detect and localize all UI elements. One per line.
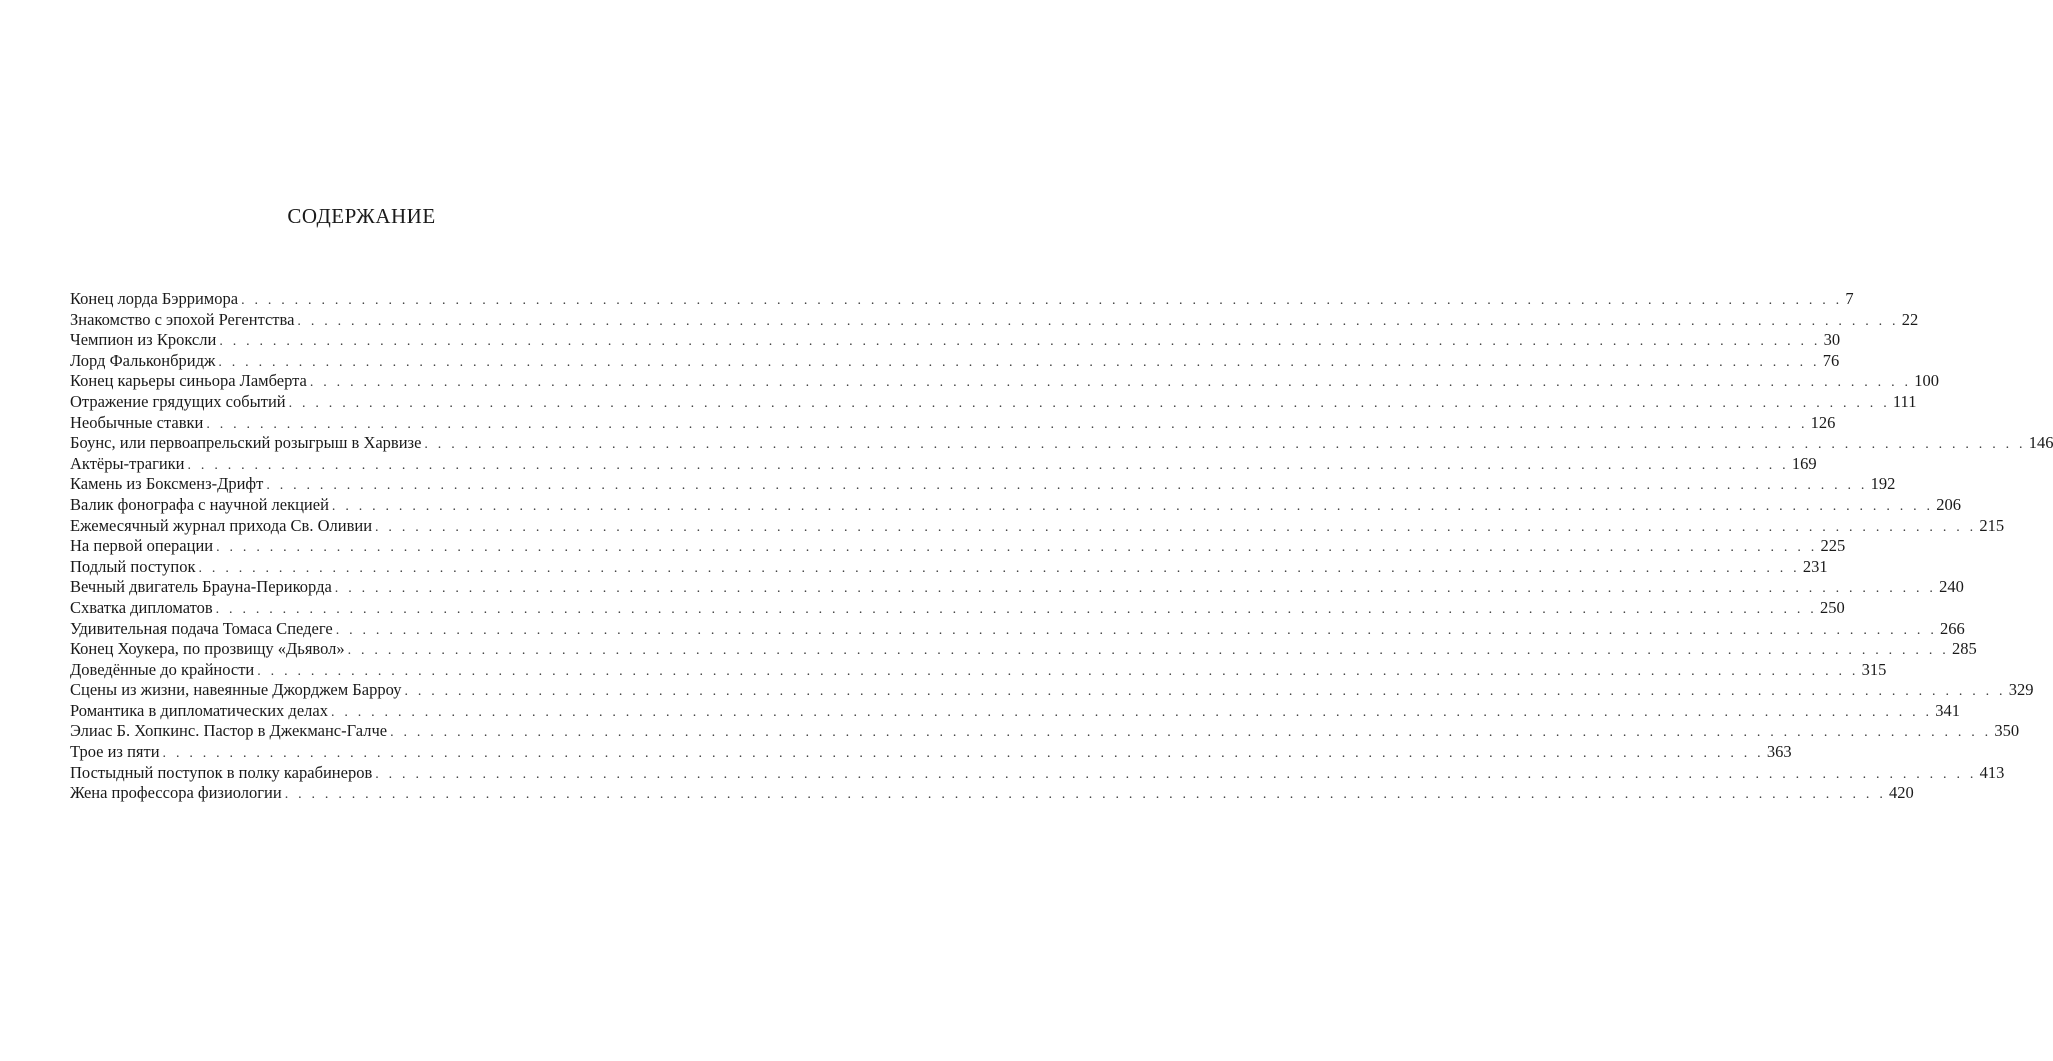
toc-leader-dots: . . . . . . . . . . . . . . . . . . . . . . . . . . . . . . . . . . . . . . . . . . . . . . . . . . . . . . . . . . . . . . . . . . . . . . . . . . . . . . . . . . . . . . . . . . . . . . . . . . . . . . . . . . . . . . . . . . . . . . . . (215, 601, 1817, 617)
toc-entry-title: Камень из Боксменз-Дрифт (70, 474, 264, 494)
toc-leader-dots: . . . . . . . . . . . . . . . . . . . . . . . . . . . . . . . . . . . . . . . . . . . . . . . . . . . . . . . . . . . . . . . . . . . . . . . . . . . . . . . . . . . . . . . . . . . . . . . . . . . . . . . . . . . . . . . . . . . . . . . . (241, 293, 1843, 308)
toc-entry (70, 700, 1961, 722)
toc-entry-title: Лорд Фальконбридж (70, 350, 216, 370)
toc-entry-title: Сцены из жизни, навеянные Джорджем Барроу (70, 680, 402, 700)
toc-entry-page: 329 (2008, 680, 2034, 700)
toc-entry (70, 762, 2005, 784)
toc-entry-page: 30 (1823, 330, 1841, 350)
toc-entry-title: Валик фонографа с научной лекцией (70, 494, 329, 514)
toc-entry (70, 391, 1917, 413)
toc-entry-page: 111 (1892, 391, 1917, 411)
toc-leader-dots: . . . . . . . . . . . . . . . . . . . . . . . . . . . . . . . . . . . . . . . . . . . . . . . . . . . . . . . . . . . . . . . . . . . . . . . . . . . . . . . . . . . . . . . . . . . . . . . . . . . . . . . . . . . . . . . . . . . . . . . . (309, 375, 1912, 391)
toc-leader-dots: . . . . . . . . . . . . . . . . . . . . . . . . . . . . . . . . . . . . . . . . . . . . . . . . . . . . . . . . . . . . . . . . . . . . . . . . . . . . . . . . . . . . . . . . . . . . . . . . . . . . . . . . . . . . . . . . . . . . . . . . (404, 684, 2006, 700)
toc-entry (70, 639, 1977, 660)
toc-leader-dots: . . . . . . . . . . . . . . . . . . . . . . . . . . . . . . . . . . . . . . . . . . . . . . . . . . . . . . . . . . . . . . . . . . . . . . . . . . . . . . . . . . . . . . . . . . . . . . . . . . . . . . . . . . . . . . . . . . . . . . . . (335, 622, 1938, 638)
toc-entry (70, 494, 1961, 516)
toc-entry-page: 413 (1979, 762, 2005, 782)
toc-leader-dots: . . . . . . . . . . . . . . . . . . . . . . . . . . . . . . . . . . . . . . . . . . . . . . . . . . . . . . . . . . . . . . . . . . . . . . . . . . . . . . . . . . . . . . . . . . . . . . . . . . . . . . . . . . . . . . . . . . . . . . . . (216, 540, 1818, 556)
toc-entry-title: Конец Хоукера, по прозвищу «Дьявол» (70, 639, 345, 659)
toc-entry-title: Отражение грядущих событий (70, 391, 286, 411)
toc-leader-dots: . . . . . . . . . . . . . . . . . . . . . . . . . . . . . . . . . . . . . . . . . . . . . . . . . . . . . . . . . . . . . . . . . . . . . . . . . . . . . . . . . . . . . . . . . . . . . . . . . . . . . . . . . . . . . . . . . . . . . . . . (206, 416, 1808, 432)
toc-entry-title: Необычные ставки (70, 412, 204, 432)
toc-entry (70, 371, 1939, 392)
toc-entry-page: 266 (1940, 618, 1965, 638)
toc-leader-dots: . . . . . . . . . . . . . . . . . . . . . . . . . . . . . . . . . . . . . . . . . . . . . . . . . . . . . . . . . . . . . . . . . . . . . . . . . . . . . . . . . . . . . . . . . . . . . . . . . . . . . . . . . . . . . . . . . . . . . . . . (187, 457, 1789, 473)
toc-entry (70, 659, 1887, 681)
toc-entry (70, 412, 1836, 434)
toc-entry-title: Элиас Б. Хопкинс. Пастор в Джекманс-Галче (70, 721, 388, 741)
toc-entry-title: Конец лорда Бэрримора (70, 289, 239, 308)
toc-entry-page: 206 (1936, 494, 1961, 514)
toc-leader-dots: . . . . . . . . . . . . . . . . . . . . . . . . . . . . . . . . . . . . . . . . . . . . . . . . . . . . . . . . . . . . . . . . . . . . . . . . . . . . . . . . . . . . . . . . . . . . . . . . . . . . . . . . . . . . . . . . . . . . . . . . (297, 313, 1899, 329)
toc-leader-dots: . . . . . . . . . . . . . . . . . . . . . . . . . . . . . . . . . . . . . . . . . . . . . . . . . . . . . . . . . . . . . . . . . . . . . . . . . . . . . . . . . . . . . . . . . . . . . . . . . . . . . . . . . . . . . . . . . . . . . . . . (284, 787, 1887, 803)
toc-leader-dots: . . . . . . . . . . . . . . . . . . . . . . . . . . . . . . . . . . . . . . . . . . . . . . . . . . . . . . . . . . . . . . . . . . . . . . . . . . . . . . . . . . . . . . . . . . . . . . . . . . . . . . . . . . . . . . . . . . . . . . . . (162, 746, 1764, 762)
toc-entry-page: 126 (1810, 412, 1836, 432)
toc-entry (70, 433, 2053, 454)
toc-entry-title: Трое из пяти (70, 742, 160, 762)
toc-entry-page: 76 (1822, 350, 1840, 370)
toc-leader-dots: . . . . . . . . . . . . . . . . . . . . . . . . . . . . . . . . . . . . . . . . . . . . . . . . . . . . . . . . . . . . . . . . . . . . . . . . . . . . . . . . . . . . . . . . . . . . . . . . . . . . . . . . . . . . . . . . . . . . . . . . (390, 725, 1992, 741)
toc-entry-title: Романтика в дипломатических делах (70, 700, 328, 720)
toc-entry-title: Схватка дипломатов (70, 597, 213, 617)
toc-leader-dots: . . . . . . . . . . . . . . . . . . . . . . . . . . . . . . . . . . . . . . . . . . . . . . . . . . . . . . . . . . . . . . . . . . . . . . . . . . . . . . . . . . . . . . . . . . . . . . . . . . . . . . . . . . . . . . . . . . . . . . . . (257, 663, 1859, 679)
toc-entry-title: Чемпион из Кроксли (70, 330, 217, 350)
table-of-contents (70, 289, 2053, 804)
toc-leader-dots: . . . . . . . . . . . . . . . . . . . . . . . . . . . . . . . . . . . . . . . . . . . . . . . . . . . . . . . . . . . . . . . . . . . . . . . . . . . . . . . . . . . . . . . . . . . . . . . . . . . . . . . . . . . . . . . . . . . . . . . . (347, 643, 1949, 659)
page-title: СОДЕРЖАНИЕ (287, 204, 436, 228)
toc-leader-dots: . . . . . . . . . . . . . . . . . . . . . . . . . . . . . . . . . . . . . . . . . . . . . . . . . . . . . . . . . . . . . . . . . . . . . . . . . . . . . . . . . . . . . . . . . . . . . . . . . . . . . . . . . . . . . . . . . . . . . . . . (218, 354, 1820, 370)
toc-entry (70, 721, 2020, 742)
toc-entry (70, 309, 1919, 331)
toc-entry (70, 618, 1965, 640)
toc-entry-title: Знакомство с эпохой Регентства (70, 309, 295, 329)
toc-leader-dots: . . . . . . . . . . . . . . . . . . . . . . . . . . . . . . . . . . . . . . . . . . . . . . . . . . . . . . . . . . . . . . . . . . . . . . . . . . . . . . . . . . . . . . . . . . . . . . . . . . . . . . . . . . . . . . . . . . . . . . . . (424, 437, 2026, 453)
toc-entry-page: 225 (1820, 536, 1846, 556)
toc-leader-dots: . . . . . . . . . . . . . . . . . . . . . . . . . . . . . . . . . . . . . . . . . . . . . . . . . . . . . . . . . . . . . . . . . . . . . . . . . . . . . . . . . . . . . . . . . . . . . . . . . . . . . . . . . . . . . . . . . . . . . . . . (288, 395, 1890, 411)
toc-entry-title: Жена профессора физиологии (70, 783, 282, 803)
toc-entry-page: 146 (2028, 433, 2053, 453)
toc-entry-page: 341 (1935, 700, 1961, 720)
toc-entry-page: 215 (1979, 515, 2005, 535)
toc-entry-page: 7 (1845, 289, 1854, 308)
toc-entry-page: 315 (1861, 659, 1887, 679)
toc-entry (70, 680, 2034, 701)
toc-entry-title: Подлый поступок (70, 556, 196, 576)
toc-entry-title: Постыдный поступок в полку карабинеров (70, 762, 373, 782)
toc-entry (70, 350, 1840, 372)
toc-entry (70, 330, 1841, 351)
toc-entry-page: 250 (1819, 597, 1845, 617)
toc-entry-page: 350 (1994, 721, 2020, 741)
toc-entry (70, 742, 1792, 763)
toc-entry-title: Актёры-трагики (70, 453, 185, 473)
toc-entry-page: 231 (1802, 556, 1828, 576)
toc-entry-page: 420 (1889, 783, 1914, 803)
toc-entry (70, 536, 1846, 557)
toc-leader-dots: . . . . . . . . . . . . . . . . . . . . . . . . . . . . . . . . . . . . . . . . . . . . . . . . . . . . . . . . . . . . . . . . . . . . . . . . . . . . . . . . . . . . . . . . . . . . . . . . . . . . . . . . . . . . . . . . . . . . . . . . (266, 478, 1868, 494)
toc-entry (70, 556, 1828, 578)
toc-entry-title: Удивительная подача Томаса Спедеге (70, 618, 333, 638)
toc-entry-title: Боунс, или первоапрельский розыгрыш в Харвизе (70, 433, 422, 453)
toc-entry-title: Ежемесячный журнал прихода Св. Оливии (70, 515, 373, 535)
toc-entry-title: Конец карьеры синьора Ламберта (70, 371, 307, 391)
toc-entry-page: 169 (1791, 453, 1817, 473)
toc-entry-title: Доведённые до крайности (70, 659, 255, 679)
toc-entry (70, 474, 1896, 495)
toc-entry-page: 22 (1901, 309, 1919, 329)
toc-leader-dots: . . . . . . . . . . . . . . . . . . . . . . . . . . . . . . . . . . . . . . . . . . . . . . . . . . . . . . . . . . . . . . . . . . . . . . . . . . . . . . . . . . . . . . . . . . . . . . . . . . . . . . . . . . . . . . . . . . . . . . . . (331, 498, 1934, 514)
toc-leader-dots: . . . . . . . . . . . . . . . . . . . . . . . . . . . . . . . . . . . . . . . . . . . . . . . . . . . . . . . . . . . . . . . . . . . . . . . . . . . . . . . . . . . . . . . . . . . . . . . . . . . . . . . . . . . . . . . . . . . . . . . . (375, 766, 1977, 782)
toc-entry (70, 783, 1914, 804)
toc-entry-page: 363 (1766, 742, 1792, 762)
toc-entry-title: На первой операции (70, 536, 214, 556)
toc-entry (70, 597, 1845, 619)
toc-leader-dots: . . . . . . . . . . . . . . . . . . . . . . . . . . . . . . . . . . . . . . . . . . . . . . . . . . . . . . . . . . . . . . . . . . . . . . . . . . . . . . . . . . . . . . . . . . . . . . . . . . . . . . . . . . . . . . . . . . . . . . . . (375, 519, 1977, 535)
toc-entry (70, 515, 2005, 537)
toc-entry (70, 289, 1854, 310)
toc-entry-page: 240 (1939, 577, 1964, 597)
toc-leader-dots: . . . . . . . . . . . . . . . . . . . . . . . . . . . . . . . . . . . . . . . . . . . . . . . . . . . . . . . . . . . . . . . . . . . . . . . . . . . . . . . . . . . . . . . . . . . . . . . . . . . . . . . . . . . . . . . . . . . . . . . . (219, 334, 1821, 350)
toc-entry (70, 453, 1817, 475)
toc-leader-dots: . . . . . . . . . . . . . . . . . . . . . . . . . . . . . . . . . . . . . . . . . . . . . . . . . . . . . . . . . . . . . . . . . . . . . . . . . . . . . . . . . . . . . . . . . . . . . . . . . . . . . . . . . . . . . . . . . . . . . . . . (198, 560, 1800, 576)
toc-entry-page: 100 (1914, 371, 1939, 391)
toc-leader-dots: . . . . . . . . . . . . . . . . . . . . . . . . . . . . . . . . . . . . . . . . . . . . . . . . . . . . . . . . . . . . . . . . . . . . . . . . . . . . . . . . . . . . . . . . . . . . . . . . . . . . . . . . . . . . . . . . . . . . . . . . (334, 581, 1937, 597)
toc-entry-page: 192 (1870, 474, 1896, 494)
toc-entry-title: Вечный двигатель Брауна-Перикорда (70, 577, 332, 597)
toc-leader-dots: . . . . . . . . . . . . . . . . . . . . . . . . . . . . . . . . . . . . . . . . . . . . . . . . . . . . . . . . . . . . . . . . . . . . . . . . . . . . . . . . . . . . . . . . . . . . . . . . . . . . . . . . . . . . . . . . . . . . . . . . (330, 704, 1933, 720)
toc-entry-page: 285 (1951, 639, 1977, 659)
toc-entry (70, 577, 1964, 598)
